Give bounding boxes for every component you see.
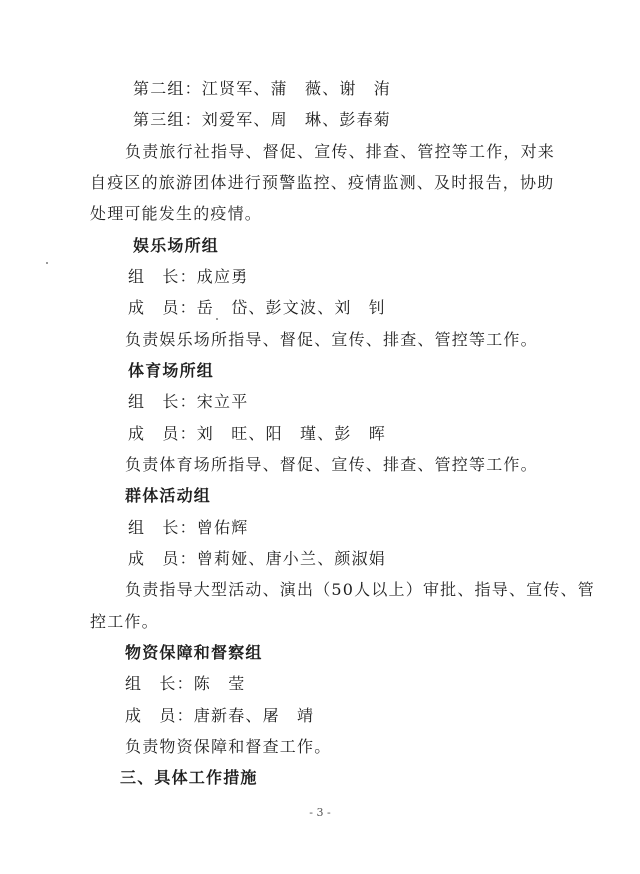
- page-number: - 3 -: [309, 806, 331, 819]
- travel-duty-line-3: 处理可能发生的疫情。: [90, 204, 263, 223]
- supplies-duty: 负责物资保障和督查工作。: [125, 737, 332, 756]
- entertainment-leader: 组 长：成应勇: [128, 267, 249, 286]
- entertainment-members: 成 员：岳 岱、彭文波、刘 钊: [128, 298, 387, 317]
- group-activity-duty-line-1: 负责指导大型活动、演出（50人以上）审批、指导、宣传、管: [125, 580, 595, 599]
- scan-speck: [216, 318, 218, 320]
- group-activity-leader: 组 长：曾佑辉: [128, 518, 249, 537]
- section-heading-measures: 三、具体工作措施: [120, 768, 258, 787]
- group-activity-members: 成 员：曾莉娅、唐小兰、颜淑娟: [128, 549, 387, 568]
- group-3-members: 第三组：刘爱军、周 琳、彭春菊: [133, 110, 392, 129]
- sports-leader: 组 长：宋立平: [128, 392, 249, 411]
- entertainment-duty: 负责娱乐场所指导、督促、宣传、排查、管控等工作。: [125, 330, 538, 349]
- travel-duty-line-2: 自疫区的旅游团体进行预警监控、疫情监测、及时报告，协助: [90, 173, 555, 192]
- supplies-leader: 组 长：陈 莹: [125, 674, 246, 693]
- section-heading-entertainment: 娱乐场所组: [133, 236, 220, 255]
- section-heading-sports: 体育场所组: [128, 361, 215, 380]
- scan-speck: [46, 262, 48, 264]
- sports-duty: 负责体育场所指导、督促、宣传、排查、管控等工作。: [125, 455, 538, 474]
- supplies-members: 成 员：唐新春、屠 靖: [125, 706, 315, 725]
- travel-duty-line-1: 负责旅行社指导、督促、宣传、排查、管控等工作，对来: [125, 142, 556, 161]
- group-2-members: 第二组：江贤军、蒲 薇、谢 洧: [133, 79, 392, 98]
- group-activity-duty-line-2: 控工作。: [90, 612, 159, 631]
- sports-members: 成 员：刘 旺、阳 瑾、彭 晖: [128, 424, 387, 443]
- section-heading-group-activity: 群体活动组: [125, 486, 212, 505]
- section-heading-supplies: 物资保障和督察组: [125, 643, 263, 662]
